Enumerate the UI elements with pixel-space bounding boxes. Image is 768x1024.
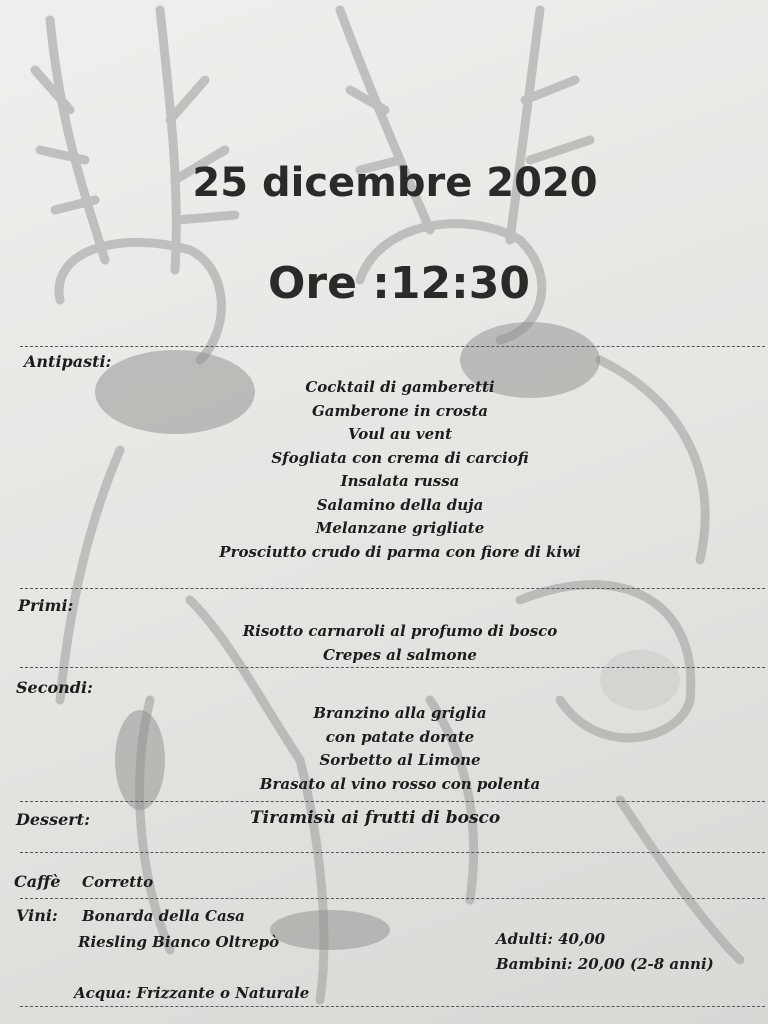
divider [20,852,765,853]
event-date: 25 dicembre 2020 [192,160,598,206]
divider [20,667,765,668]
section-secondi: Secondi: [16,678,93,697]
list-item: Risotto carnaroli al profumo di bosco [242,622,558,640]
event-time: Ore :12:30 [268,258,530,309]
list-item: Prosciutto crudo di parma con fiore di kiwi [219,542,581,561]
price-children: Bambini: 20,00 (2-8 anni) [496,955,714,973]
list-item: Gamberone in crosta [312,401,488,420]
section-primi: Primi: [18,596,74,615]
caffe-label: Caffè [14,872,61,891]
antipasti-list [150,376,650,564]
list-item: Insalata russa [340,472,460,490]
divider [20,898,765,899]
divider [20,588,765,589]
vini-item-2: Riesling Bianco Oltrepò [78,933,280,951]
divider [20,1006,765,1007]
section-antipasti: Antipasti: [24,352,112,371]
list-item: Salamino della duja [316,495,484,514]
list-item: Cocktail di gamberetti [305,378,495,396]
list-item: Sorbetto al Limone [319,751,481,769]
list-item: con patate dorate [325,727,475,746]
list-item: Branzino alla griglia [313,704,487,722]
dessert-item: Tiramisù ai frutti di bosco [250,808,501,828]
list-item: Sfogliata con crema di carciofi [271,448,529,467]
section-dessert: Dessert: [16,810,90,829]
secondi-list [150,702,650,796]
divider [20,801,765,802]
price-adults: Adulti: 40,00 [496,930,606,948]
list-item: Brasato al vino rosso con polenta [259,774,541,793]
vini-item-1: Bonarda della Casa [82,907,245,925]
vini-label: Vini: [16,906,58,925]
list-item: Melanzane grigliate [315,519,485,537]
list-item: Voul au vent [347,425,453,443]
list-item: Crepes al salmone [323,645,477,664]
divider [20,346,765,347]
primi-list [150,620,650,667]
acqua-item: Acqua: Frizzante o Naturale [74,984,310,1002]
caffe-value: Corretto [82,873,154,891]
